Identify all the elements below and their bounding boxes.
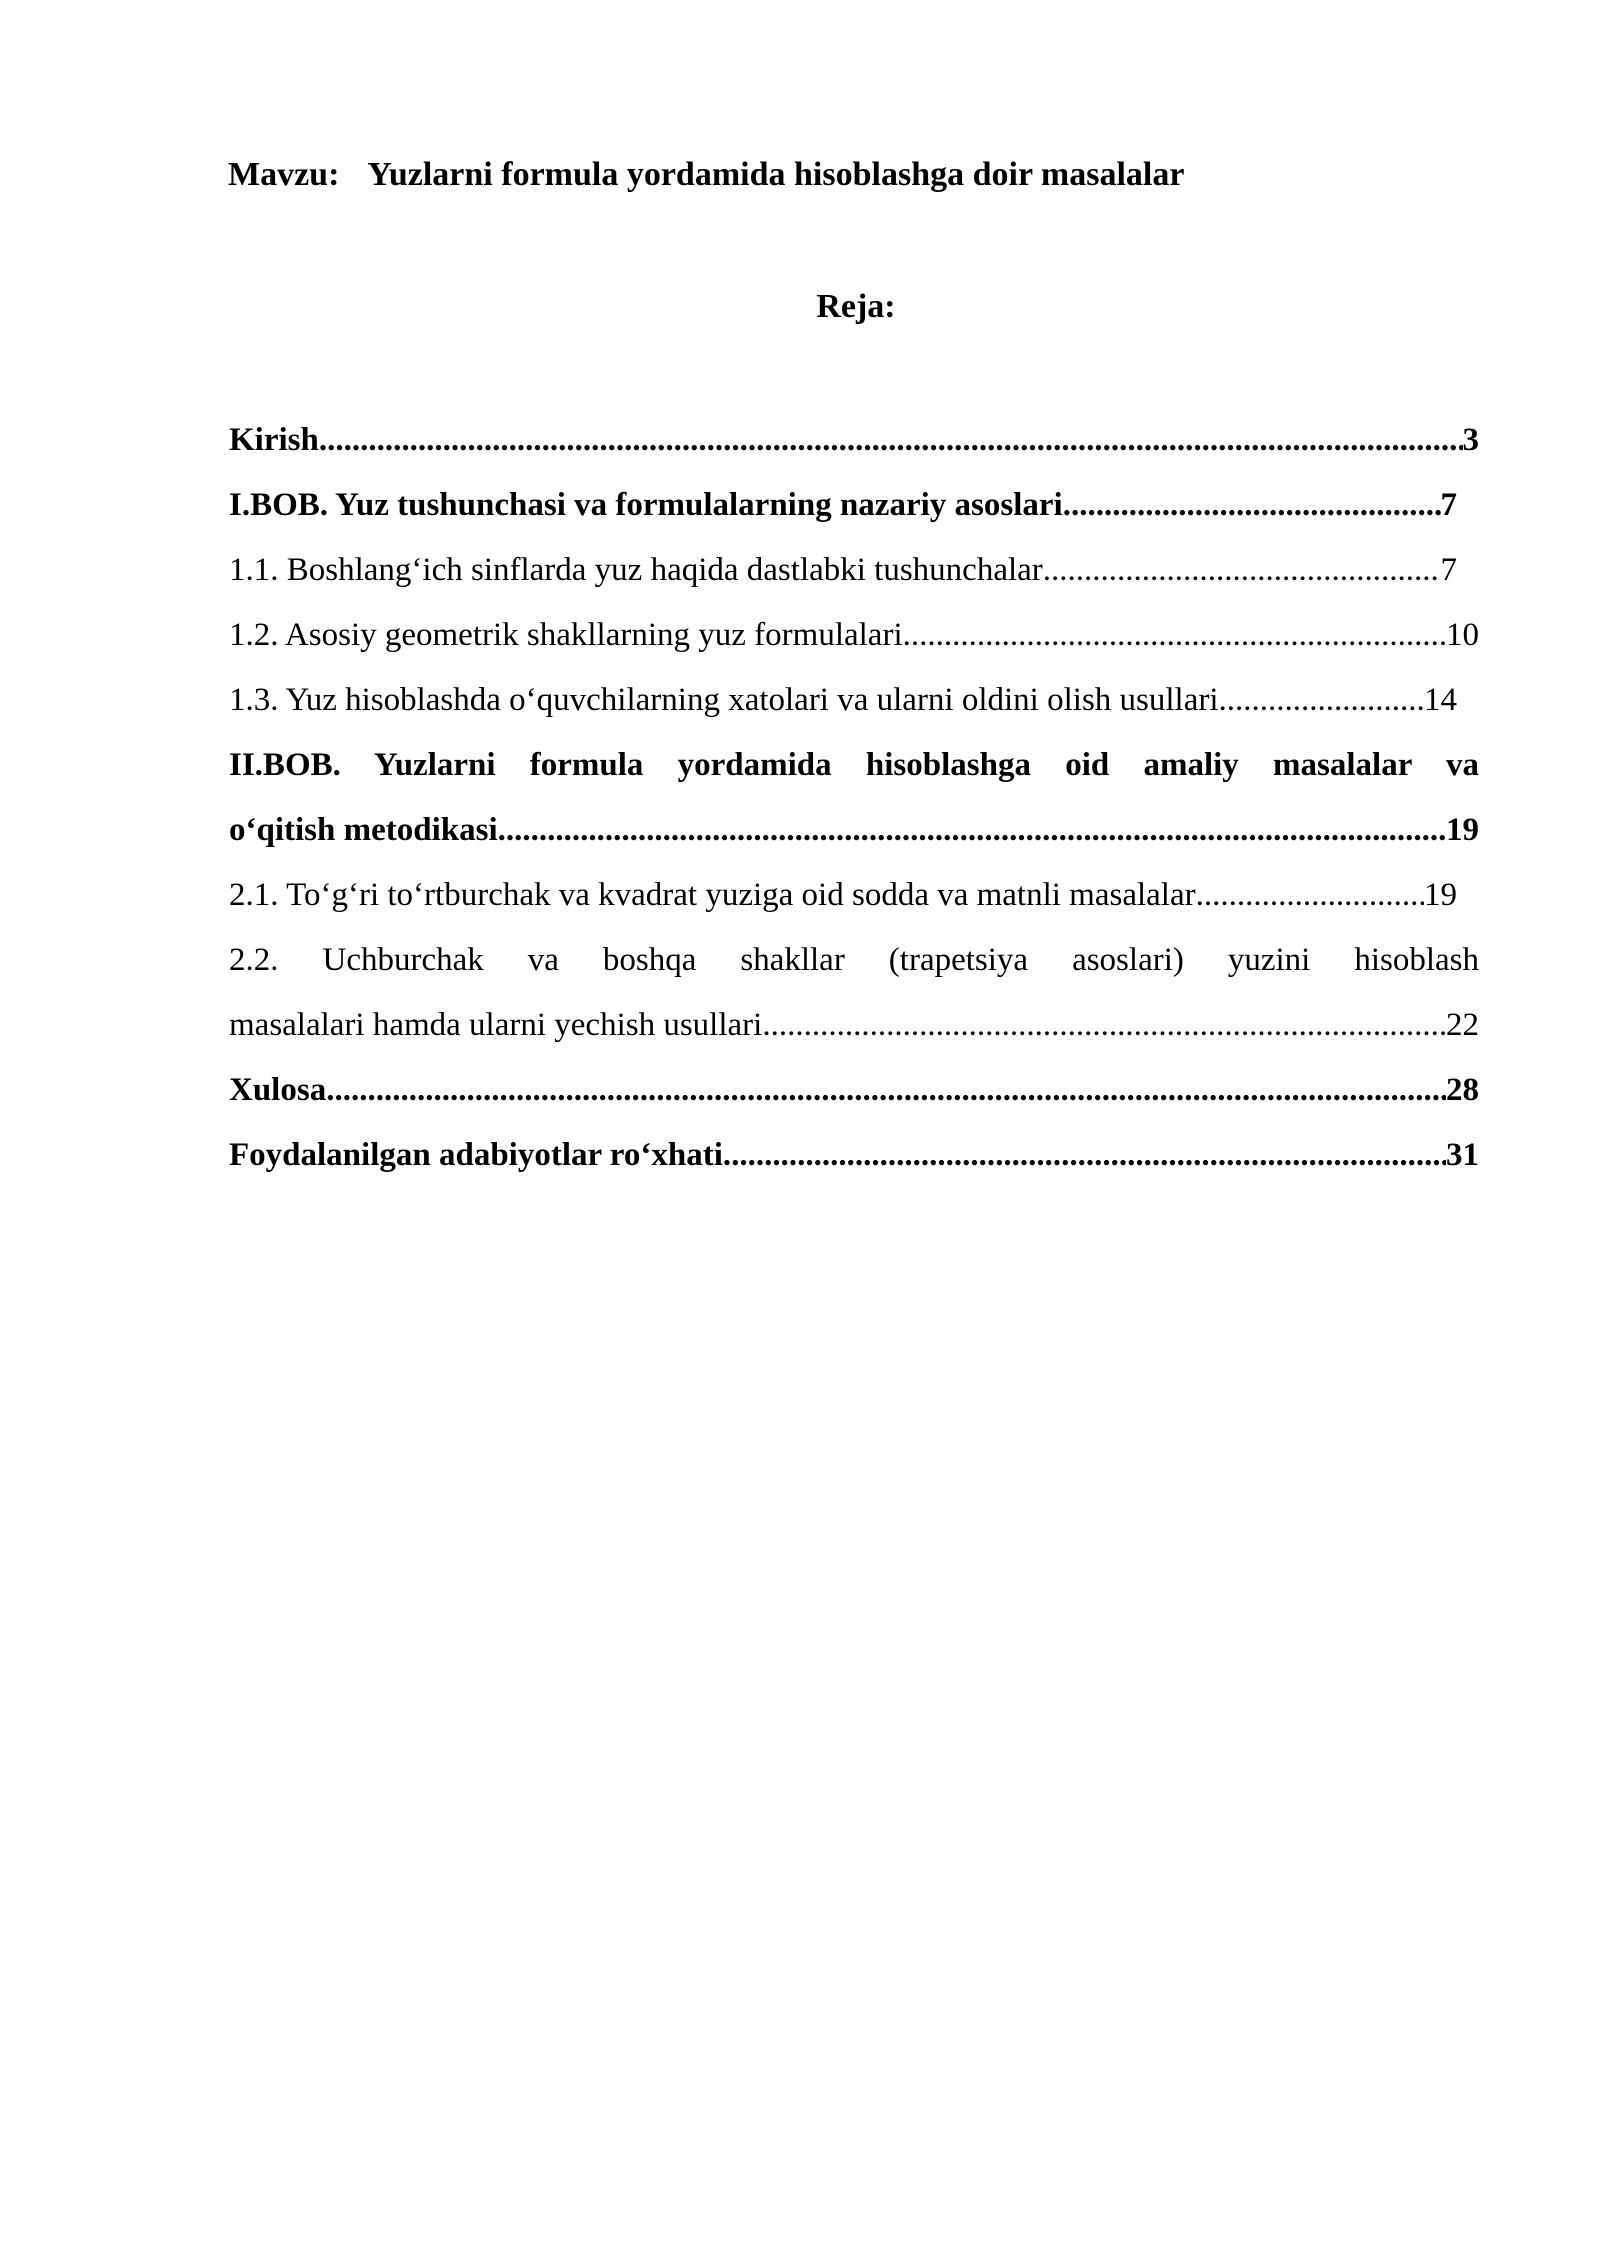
toc-entry-title: 1.1. Boshlang‘ich sinflarda yuz haqida dastlabki tushunchalar	[229, 552, 1043, 588]
toc-entry-chapter-2	[229, 798, 1479, 863]
toc-entry-chapter-2-line-1: II.BOB. Yuzlarni formula yordamida hisoblashga oid amaliy masalalar va	[229, 747, 1479, 783]
toc-entry-page: 19	[1446, 812, 1479, 848]
toc-entry-title: Kirish	[229, 422, 319, 458]
topic-label: Mavzu:	[228, 156, 340, 193]
toc-entry-page: 19	[1424, 877, 1457, 913]
toc-leader-dots	[1043, 538, 1441, 603]
topic-heading	[228, 150, 1478, 200]
toc-leader-dots	[1219, 668, 1424, 733]
toc-entry-page: 3	[1462, 422, 1479, 458]
toc-entry-section-1-1	[229, 538, 1457, 603]
toc-entry-page: 31	[1446, 1137, 1479, 1173]
toc-entry-title: I.BOB. Yuz tushunchasi va formulalarning nazariy asoslari	[229, 487, 1063, 523]
toc-entry-title: Foydalanilgan adabiyotlar ro‘xhati	[229, 1137, 723, 1173]
toc-entry-title: masalalari hamda ularni yechish usullari	[229, 1007, 763, 1043]
toc-leader-dots	[1196, 863, 1424, 928]
toc-entry-section-2-2-line-1: 2.2. Uchburchak va boshqa shakllar (trapetsiya asoslari) yuzini hisoblash	[229, 942, 1479, 978]
toc-entry-references	[229, 1123, 1479, 1188]
toc-entry-title: 2.1. To‘g‘ri to‘rtburchak va kvadrat yuziga oid sodda va matnli masalalar	[229, 877, 1196, 913]
toc-entry-intro	[229, 408, 1479, 473]
toc-entry-page: 7	[1440, 552, 1457, 588]
toc-entry-page: 14	[1424, 682, 1457, 718]
toc-leader-dots	[1063, 473, 1441, 538]
toc-entry-page: 22	[1446, 1007, 1479, 1043]
plan-title: Reja:	[816, 288, 896, 325]
toc-entry-page: 10	[1446, 617, 1479, 653]
toc-leader-dots	[326, 1058, 1446, 1123]
table-of-contents	[229, 408, 1479, 1188]
toc-entry-title: 1.3. Yuz hisoblashda o‘quvchilarning xatolari va ularni oldini olish usullari	[229, 682, 1219, 718]
toc-leader-dots	[723, 1123, 1446, 1188]
toc-entry-section-2-2	[229, 993, 1479, 1058]
topic-text: Yuzlarni formula yordamida hisoblashga doir masalalar	[367, 156, 1185, 193]
toc-entry-section-1-2	[229, 603, 1479, 668]
toc-entry-title: 1.2. Asosiy geometrik shakllarning yuz formulalari	[229, 617, 903, 653]
toc-entry-page: 28	[1446, 1072, 1479, 1108]
toc-entry-title: o‘qitish metodikasi	[229, 812, 498, 848]
toc-entry-conclusion	[229, 1058, 1479, 1123]
toc-entry-chapter-1	[229, 473, 1457, 538]
toc-entry-title: Xulosa	[229, 1072, 327, 1108]
toc-entry-page: 7	[1440, 487, 1457, 523]
toc-entry-section-2-1	[229, 863, 1457, 928]
toc-leader-dots	[498, 798, 1446, 863]
toc-entry-section-1-3	[229, 668, 1457, 733]
toc-leader-dots	[762, 993, 1446, 1058]
toc-leader-dots	[903, 603, 1446, 668]
toc-leader-dots	[319, 408, 1463, 473]
